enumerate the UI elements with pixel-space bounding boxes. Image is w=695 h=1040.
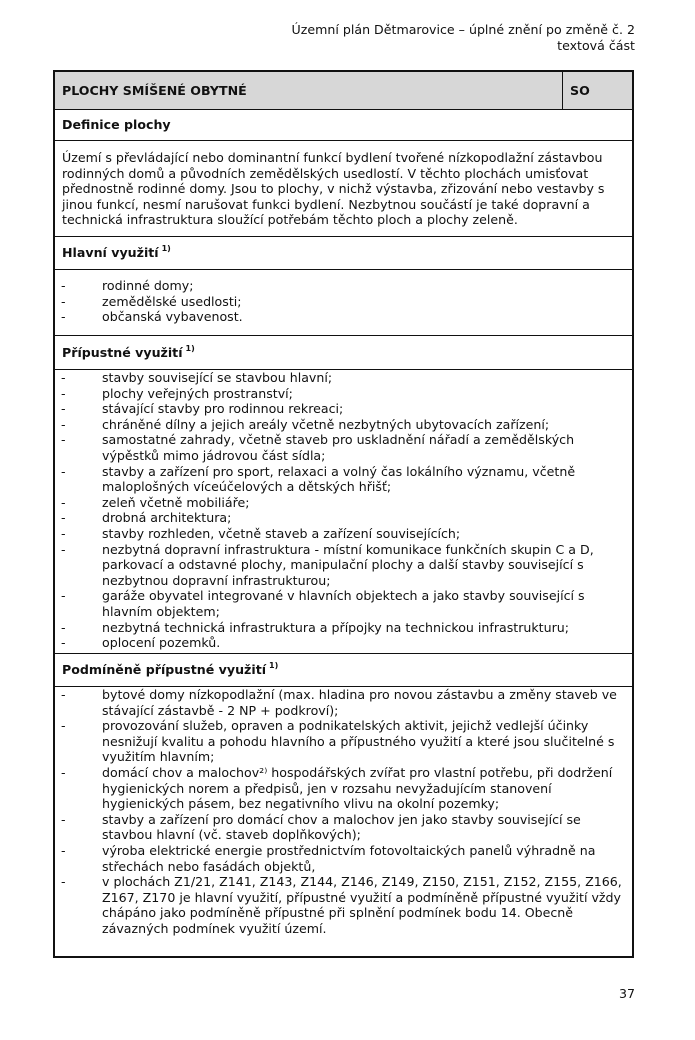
list-item: - plochy veřejných prostranství; (55, 386, 632, 402)
conditional-list (55, 687, 632, 937)
list-item: - občanská vybavenost. (55, 309, 632, 325)
list-item: - chráněné dílny a jejich areály včetně nezbytných ubytovacích zařízení; (55, 417, 632, 433)
permitted-heading: Přípustné využití (62, 344, 183, 360)
list-item: - rodinné domy; (55, 278, 632, 294)
definition-heading-row (55, 110, 632, 141)
document-header (215, 22, 635, 54)
main-use-list (55, 278, 632, 325)
list-item: - bytové domy nízkopodlažní (max. hladina pro novou zástavbu a změny staveb ve stávající zástavbě - 2 NP + podkroví); (55, 687, 632, 718)
definition-section (55, 141, 632, 237)
conditional-heading-row: Podmíněně přípustné využití $^{1)}$ (55, 654, 632, 687)
list-item: - výroba elektrické energie prostřednictvím fotovoltaických panelů výhradně na střechách nebo fasádách objektů, (55, 843, 632, 874)
definition-heading: Definice plochy (62, 117, 171, 132)
list-item: - nezbytná technická infrastruktura a přípojky na technickou infrastrukturu; (55, 620, 632, 636)
list-item: - oplocení pozemků. (55, 635, 632, 651)
permitted-list (55, 370, 632, 651)
list-item: - stavby a zařízení pro sport, relaxaci a volný čas lokálního významu, včetně maloplošných víceúčelových a dětských hřišť; (55, 464, 632, 495)
list-item: - garáže obyvatel integrované v hlavních objektech a jako stavby související s hlavním objektem; (55, 588, 632, 619)
permitted-heading-row: Přípustné využití $^{1)}$ (55, 336, 632, 370)
list-item: - domácí chov a malochov²⁾ hospodářských zvířat pro vlastní potřebu, při dodržení hygienických norem a předpisů, jen v rozsahu nevyžadujícím stanovení hygienických pásem, bez negativního vlivu na okolní pozemky; (55, 765, 632, 812)
permitted-section (55, 370, 632, 654)
list-item: - stavby a zařízení pro domácí chov a malochov jen jako stavby související se stavbou hlavní (vč. staveb doplňkových); (55, 812, 632, 843)
main-use-heading: Hlavní využití (62, 245, 159, 260)
main-use-heading-row: Hlavní využití $^{1)}$ (55, 237, 632, 270)
conditional-heading: Podmíněně přípustné využití (62, 662, 267, 677)
list-item: - stávající stavby pro rodinnou rekreaci; (55, 401, 632, 417)
list-item: - provozování služeb, opraven a podnikatelských aktivit, jejichž vedlejší účinky nesnižují kvalitu a pohodu hlavního a přípustného využití a které jsou slučitelné s využitím hlavním; (55, 718, 632, 765)
page-number: 37 (618, 986, 635, 1001)
list-item: - nezbytná dopravní infrastruktura - místní komunikace funkčních skupin C a D, parkovací a odstavné plochy, manipulační plochy a další stavby související s nezbytnou dopravní infrastrukturou; (55, 542, 632, 589)
list-item: - v plochách Z1/21, Z141, Z143, Z144, Z146, Z149, Z150, Z151, Z152, Z155, Z166, Z167, Z170 je hlavní využití, přípustné využití a podmíněně přípustné využití vždy chápáno jako podmíněně přípustné při splnění podmínek bodu 14. Obecně závazných podmínek využití území. (55, 874, 632, 936)
list-item: - zemědělské usedlosti; (55, 294, 632, 310)
list-item: - zeleň včetně mobiliáře; (55, 495, 632, 511)
list-item: - samostatné zahrady, včetně staveb pro uskladnění nářadí a zemědělských výpěstků mimo jádrovou část sídla; (55, 432, 632, 463)
conditional-section (55, 687, 632, 937)
main-use-section (55, 270, 632, 336)
definition-text: Území s převládající nebo dominantní funkcí bydlení tvořené nízkopodlažní zástavbou rodinných domů a původních zemědělských usedlostí. V těchto plochách umisťovat přednostně rodinné domy. Jsou to plochy, v nichž výstavba, zřizování nebo vestavby s jinou funkcí, nesmí narušovat funkci bydlení. Nezbytnou součástí je také dopravní a technická infrastruktura sloužící potřebám těchto ploch a plochy zeleně. (62, 150, 605, 228)
list-item: - stavby rozhleden, včetně staveb a zařízení souvisejících; (55, 526, 632, 542)
header-subtitle: textová část (557, 38, 635, 53)
header-title: Územní plán Dětmarovice – úplné znění po změně č. 2 (291, 22, 635, 37)
table-title: PLOCHY SMÍŠENÉ OBYTNÉ (55, 72, 563, 109)
list-item: - stavby související se stavbou hlavní; (55, 370, 632, 386)
list-item: - drobná architektura; (55, 510, 632, 526)
regulation-table (53, 70, 634, 958)
table-title-row (55, 72, 632, 110)
table-code: SO (570, 83, 590, 98)
